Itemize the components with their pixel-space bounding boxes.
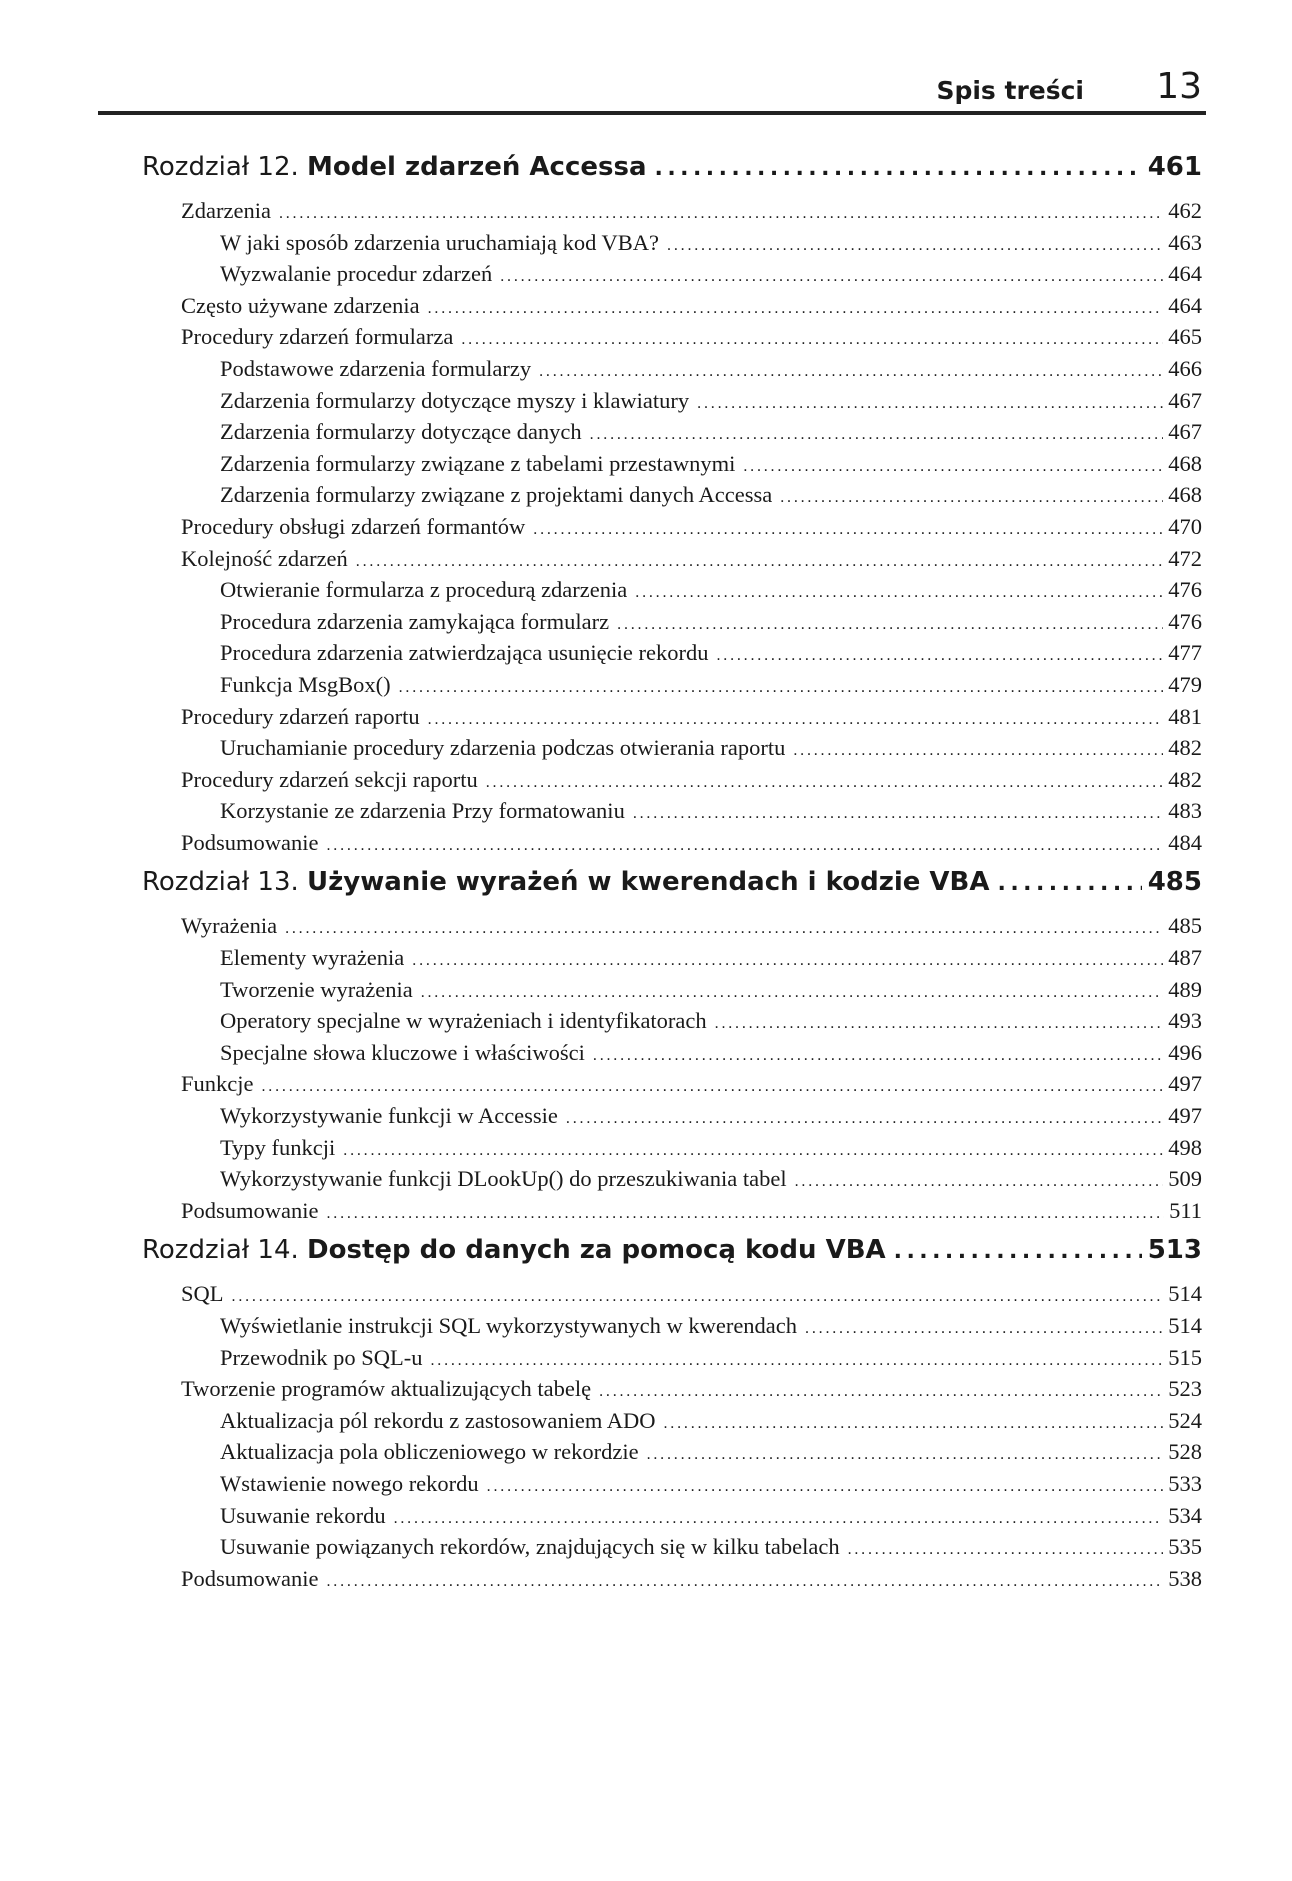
- chapter-page-number: 485: [1147, 867, 1202, 898]
- entry-title: Podsumowanie: [181, 1197, 319, 1223]
- entry-page-number: 482: [1168, 766, 1202, 792]
- dot-leader: [697, 388, 1163, 414]
- subsection-entry: [142, 419, 1202, 451]
- entry-title: Procedury zdarzeń sekcji raportu: [181, 766, 478, 792]
- table-of-contents: [142, 152, 1202, 1597]
- entry-page-number: 528: [1168, 1439, 1202, 1465]
- section-entry: [142, 1071, 1202, 1103]
- subsection-entry: [142, 1040, 1202, 1072]
- chapter-heading: [142, 867, 1202, 913]
- dot-leader: [998, 867, 1142, 897]
- subsection-entry: [142, 609, 1202, 641]
- subsection-entry: [142, 1313, 1202, 1345]
- dot-leader: [716, 640, 1163, 666]
- entry-title: Podstawowe zdarzenia formularzy: [220, 355, 532, 381]
- entry-page-number: 462: [1168, 198, 1202, 223]
- entry-title: Procedura zdarzenia zamykająca formularz: [220, 608, 610, 634]
- subsection-entry: [142, 1503, 1202, 1535]
- subsection-entry: [142, 1008, 1202, 1040]
- entry-title: Zdarzenia formularzy związane z projektami danych Accessa: [220, 482, 773, 508]
- entry-page-number: 514: [1168, 1313, 1202, 1338]
- entry-page-number: 467: [1168, 387, 1202, 413]
- subsection-entry: [142, 451, 1202, 483]
- section-entry: [142, 1566, 1202, 1598]
- entry-title: Procedury zdarzeń raportu: [181, 703, 420, 729]
- dot-leader: [715, 1008, 1164, 1034]
- dot-leader: [430, 1345, 1163, 1371]
- entry-title: Uruchamianie procedury zdarzenia podczas otwierania raportu: [220, 735, 786, 761]
- entry-page-number: 535: [1168, 1534, 1202, 1560]
- entry-page-number: 509: [1168, 1166, 1202, 1192]
- entry-page-number: 476: [1168, 577, 1202, 603]
- entry-title: Funkcje: [181, 1071, 254, 1097]
- chapter-number: Rozdział 13.: [142, 867, 299, 898]
- entry-page-number: 477: [1168, 640, 1202, 666]
- chapter-heading: [142, 1235, 1202, 1281]
- entry-title: Wyzwalanie procedur zdarzeń: [220, 261, 493, 287]
- dot-leader: [279, 198, 1163, 224]
- dot-leader: [647, 1439, 1164, 1465]
- entry-page-number: 484: [1168, 829, 1202, 855]
- dot-leader: [428, 704, 1164, 730]
- entry-title: Usuwanie powiązanych rekordów, znajdujących się w kilku tabelach: [220, 1534, 840, 1560]
- subsection-entry: [142, 482, 1202, 514]
- section-entry: [142, 704, 1202, 736]
- entry-title: Zdarzenia formularzy dotyczące danych: [220, 419, 582, 445]
- entry-page-number: 464: [1168, 292, 1202, 318]
- entry-page-number: 483: [1168, 798, 1202, 824]
- entry-page-number: 514: [1168, 1281, 1202, 1307]
- chapter-page-number: 461: [1147, 152, 1202, 182]
- dot-leader: [633, 798, 1163, 824]
- entry-page-number: 515: [1168, 1344, 1202, 1370]
- entry-title: Aktualizacja pól rekordu z zastosowaniem ADO: [220, 1407, 656, 1433]
- entry-page-number: 467: [1168, 419, 1202, 445]
- dot-leader: [421, 977, 1164, 1003]
- entry-page-number: 485: [1168, 913, 1202, 939]
- entry-page-number: 470: [1168, 513, 1202, 539]
- dot-leader: [232, 1281, 1164, 1307]
- entry-title: Procedury obsługi zdarzeń formantów: [181, 513, 526, 539]
- entry-page-number: 489: [1168, 976, 1202, 1002]
- dot-leader: [487, 1471, 1164, 1497]
- subsection-entry: [142, 1103, 1202, 1135]
- subsection-entry: [142, 977, 1202, 1009]
- section-entry: [142, 830, 1202, 862]
- entry-title: Przewodnik po SQL-u: [220, 1344, 423, 1370]
- entry-title: Typy funkcji: [220, 1134, 336, 1160]
- dot-leader: [394, 1503, 1164, 1529]
- entry-page-number: 523: [1168, 1376, 1202, 1402]
- subsection-entry: [142, 798, 1202, 830]
- entry-title: Procedura zdarzenia zatwierdzająca usunięcie rekordu: [220, 640, 709, 666]
- dot-leader: [399, 672, 1164, 698]
- entry-title: SQL: [181, 1281, 224, 1307]
- entry-title: Tworzenie wyrażenia: [220, 976, 413, 1002]
- entry-page-number: 479: [1168, 671, 1202, 697]
- entry-page-number: 493: [1168, 1008, 1202, 1034]
- entry-page-number: 511: [1169, 1197, 1202, 1223]
- subsection-entry: [142, 672, 1202, 704]
- dot-leader: [486, 767, 1164, 793]
- dot-leader: [285, 913, 1163, 939]
- chapter-page-number: 513: [1147, 1235, 1202, 1266]
- running-header: [98, 66, 1206, 112]
- subsection-entry: [142, 1135, 1202, 1167]
- dot-leader: [327, 830, 1164, 856]
- subsection-entry: [142, 1166, 1202, 1198]
- subsection-entry: [142, 640, 1202, 672]
- entry-title: Wykorzystywanie funkcji w Accessie: [220, 1103, 558, 1129]
- entry-page-number: 466: [1168, 355, 1202, 381]
- entry-title: Zdarzenia: [181, 198, 271, 223]
- dot-leader: [795, 1166, 1164, 1192]
- subsection-entry: [142, 230, 1202, 262]
- header-rule: [98, 111, 1206, 115]
- subsection-entry: [142, 1439, 1202, 1471]
- entry-title: Wykorzystywanie funkcji DLookUp() do przeszukiwania tabel: [220, 1166, 787, 1192]
- section-entry: [142, 514, 1202, 546]
- dot-leader: [894, 1235, 1142, 1265]
- section-entry: [142, 198, 1202, 230]
- entry-page-number: 482: [1168, 735, 1202, 761]
- entry-title: Kolejność zdarzeń: [181, 545, 348, 571]
- dot-leader: [428, 293, 1164, 319]
- dot-leader: [599, 1376, 1163, 1402]
- entry-title: Korzystanie ze zdarzenia Przy formatowaniu: [220, 798, 625, 824]
- dot-leader: [500, 261, 1163, 287]
- subsection-entry: [142, 388, 1202, 420]
- dot-leader: [533, 514, 1163, 540]
- section-entry: [142, 324, 1202, 356]
- chapter-title: Model zdarzeń Accessa: [307, 152, 647, 182]
- entry-title: Zdarzenia formularzy dotyczące myszy i klawiatury: [220, 387, 690, 413]
- entry-title: Aktualizacja pola obliczeniowego w rekordzie: [220, 1439, 639, 1465]
- entry-title: Wyświetlanie instrukcji SQL wykorzystywanych w kwerendach: [220, 1313, 798, 1338]
- entry-page-number: 481: [1168, 703, 1202, 729]
- section-entry: [142, 546, 1202, 578]
- dot-leader: [655, 152, 1142, 182]
- chapter-number: Rozdział 12.: [142, 152, 299, 182]
- section-entry: [142, 293, 1202, 325]
- dot-leader: [590, 419, 1164, 445]
- entry-page-number: 476: [1168, 608, 1202, 634]
- dot-leader: [667, 230, 1163, 256]
- subsection-entry: [142, 945, 1202, 977]
- entry-title: Funkcja MsgBox(): [220, 671, 391, 697]
- entry-page-number: 496: [1168, 1039, 1202, 1065]
- entry-page-number: 498: [1168, 1134, 1202, 1160]
- subsection-entry: [142, 735, 1202, 767]
- entry-title: Operatory specjalne w wyrażeniach i identyfikatorach: [220, 1008, 707, 1034]
- entry-page-number: 533: [1168, 1470, 1202, 1496]
- entry-page-number: 534: [1168, 1502, 1202, 1528]
- entry-title: Procedury zdarzeń formularza: [181, 324, 454, 350]
- subsection-entry: [142, 1471, 1202, 1503]
- dot-leader: [664, 1408, 1164, 1434]
- entry-page-number: 464: [1168, 261, 1202, 287]
- chapter-number: Rozdział 14.: [142, 1235, 299, 1266]
- entry-title: Wstawienie nowego rekordu: [220, 1470, 479, 1496]
- dot-leader: [412, 945, 1163, 971]
- entry-page-number: 497: [1168, 1071, 1202, 1097]
- entry-title: Otwieranie formularza z procedurą zdarzenia: [220, 577, 628, 603]
- dot-leader: [327, 1566, 1164, 1592]
- section-entry: [142, 767, 1202, 799]
- entry-title: Często używane zdarzenia: [181, 292, 420, 318]
- entry-title: Specjalne słowa kluczowe i właściwości: [220, 1039, 585, 1065]
- dot-leader: [566, 1103, 1163, 1129]
- dot-leader: [635, 577, 1163, 603]
- dot-leader: [805, 1313, 1163, 1339]
- entry-page-number: 524: [1168, 1407, 1202, 1433]
- entry-title: Usuwanie rekordu: [220, 1502, 386, 1528]
- dot-leader: [617, 609, 1163, 635]
- entry-title: Wyrażenia: [181, 913, 278, 939]
- subsection-entry: [142, 261, 1202, 293]
- subsection-entry: [142, 1534, 1202, 1566]
- dot-leader: [593, 1040, 1163, 1066]
- entry-title: W jaki sposób zdarzenia uruchamiają kod VBA?: [220, 229, 660, 255]
- chapter-title: Używanie wyrażeń w kwerendach i kodzie VBA: [307, 867, 990, 898]
- dot-leader: [343, 1135, 1163, 1161]
- section-entry: [142, 1281, 1202, 1313]
- section-entry: [142, 1198, 1202, 1230]
- chapter-title: Dostęp do danych za pomocą kodu VBA: [307, 1235, 886, 1266]
- chapter-heading: [142, 152, 1202, 198]
- section-entry: [142, 913, 1202, 945]
- subsection-entry: [142, 1408, 1202, 1440]
- entry-title: Tworzenie programów aktualizujących tabelę: [181, 1376, 592, 1402]
- entry-page-number: 497: [1168, 1103, 1202, 1129]
- subsection-entry: [142, 577, 1202, 609]
- section-entry: [142, 1376, 1202, 1408]
- subsection-entry: [142, 356, 1202, 388]
- entry-title: Podsumowanie: [181, 1565, 319, 1591]
- dot-leader: [793, 735, 1163, 761]
- entry-page-number: 463: [1168, 229, 1202, 255]
- dot-leader: [461, 324, 1163, 350]
- dot-leader: [356, 546, 1163, 572]
- dot-leader: [539, 356, 1163, 382]
- entry-page-number: 465: [1168, 324, 1202, 350]
- dot-leader: [780, 482, 1163, 508]
- header-title: Spis treści: [936, 76, 1084, 105]
- entry-page-number: 538: [1168, 1565, 1202, 1591]
- header-page-number: 13: [1156, 66, 1202, 107]
- dot-leader: [848, 1534, 1164, 1560]
- entry-page-number: 468: [1168, 482, 1202, 508]
- dot-leader: [262, 1071, 1164, 1097]
- entry-page-number: 472: [1168, 545, 1202, 571]
- dot-leader: [743, 451, 1163, 477]
- entry-title: Zdarzenia formularzy związane z tabelami przestawnymi: [220, 450, 736, 476]
- subsection-entry: [142, 1345, 1202, 1377]
- entry-title: Elementy wyrażenia: [220, 945, 405, 971]
- entry-page-number: 468: [1168, 450, 1202, 476]
- entry-page-number: 487: [1168, 945, 1202, 971]
- entry-title: Podsumowanie: [181, 829, 319, 855]
- dot-leader: [327, 1198, 1165, 1224]
